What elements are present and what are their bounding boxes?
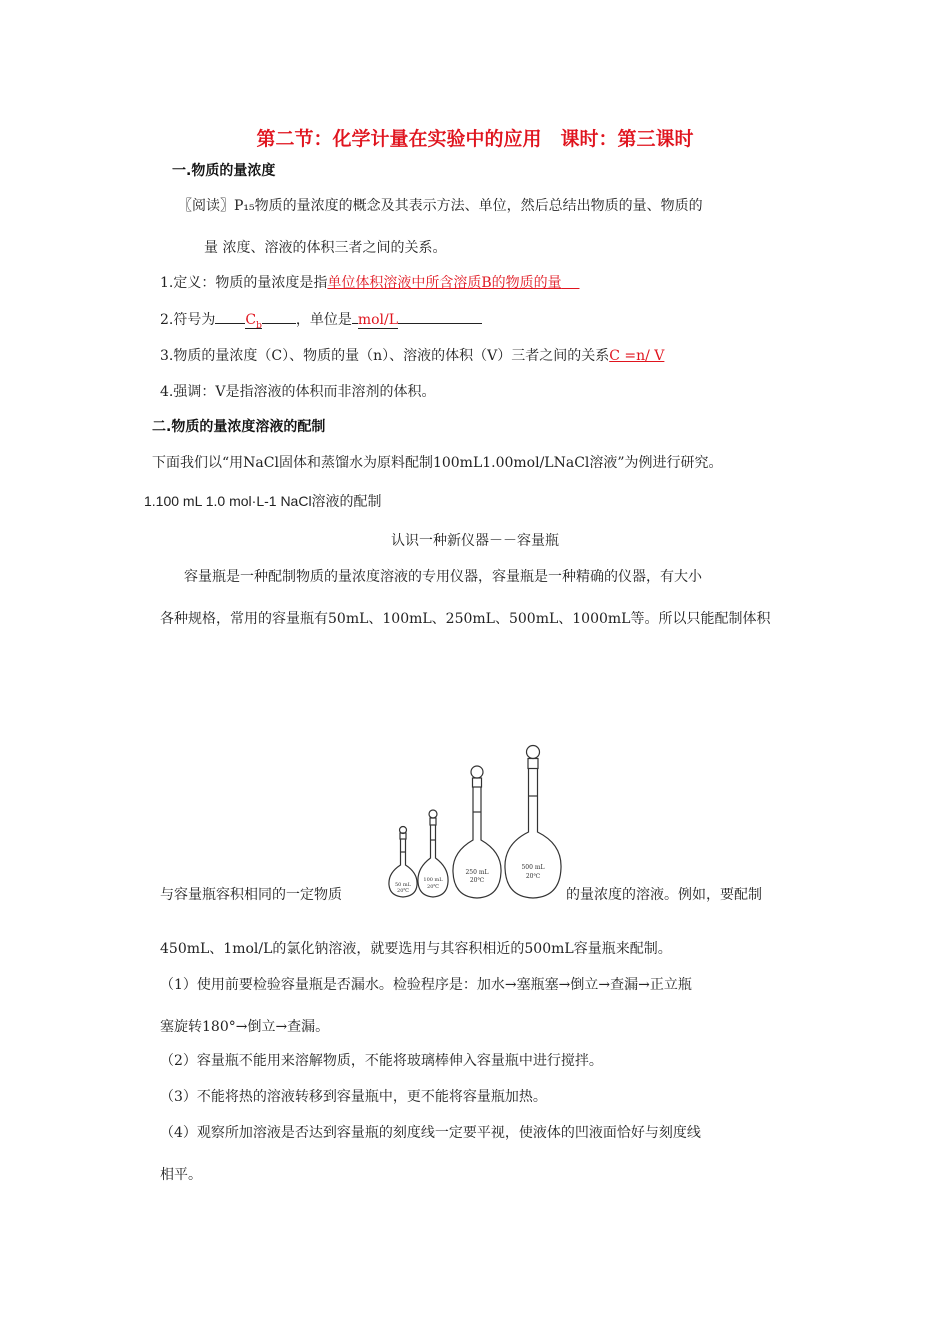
- note2: （2）容量瓶不能用来溶解物质，不能将玻璃棒伸入容量瓶中进行搅拌。: [160, 1053, 603, 1069]
- relation-label: 3.物质的量浓度（C）、物质的量（n）、溶液的体积（V）三者之间的关系: [160, 348, 610, 364]
- flask-50ml: [389, 827, 417, 898]
- note3: （3）不能将热的溶液转移到容量瓶中，更不能将容量瓶加热。: [160, 1089, 547, 1105]
- subsection1: 1.100 mL 1.0 mol·L-1 NaCl溶液的配制: [144, 493, 382, 509]
- center-heading: 认识一种新仪器－－容量瓶: [391, 533, 559, 549]
- svg-text:50 mL: 50 mL: [394, 882, 412, 888]
- reading-line1: 〖阅读〗P₁₅物质的量浓度的概念及其表示方法、单位，然后总结出物质的量、物质的: [178, 198, 703, 214]
- note4-line2: 相平。: [160, 1167, 202, 1183]
- page-title: 第二节：化学计量在实验中的应用 课时：第三课时: [256, 128, 694, 150]
- svg-text:500 mL: 500 mL: [521, 864, 545, 871]
- flask-500ml: [505, 746, 561, 899]
- section2-heading: 二.物质的量浓度溶液的配制: [152, 419, 326, 435]
- svg-text:20℃: 20℃: [427, 884, 439, 890]
- unit-label: ，单位是: [295, 312, 352, 328]
- note1-line2: 塞旋转180°→倒立→查漏。: [160, 1019, 330, 1035]
- note1-line1: （1）使用前要检验容量瓶是否漏水。检验程序是：加水→塞瓶塞→倒立→查漏→正立瓶: [160, 977, 692, 993]
- intro-line: 下面我们以“用NaCl固体和蒸馏水为原料配制100mL1.00mol/LNaCl溶液”为例进行研究。: [152, 455, 723, 471]
- relation-line: [160, 345, 664, 365]
- relation-answer: C =n/ V: [609, 348, 665, 364]
- paragraph-line3-left: 与容量瓶容积相同的一定物质: [160, 887, 342, 903]
- paragraph-line1: 容量瓶是一种配制物质的量浓度溶液的专用仪器，容量瓶是一种精确的仪器，有大小: [184, 569, 702, 585]
- svg-text:20℃: 20℃: [469, 877, 485, 884]
- symbol-line: [160, 309, 482, 331]
- note4-line1: （4）观察所加溶液是否达到容量瓶的刻度线一定要平视，使液体的凹液面恰好与刻度线: [160, 1125, 701, 1141]
- paragraph-line2: 各种规格，常用的容量瓶有50mL、100mL、250mL、500mL、1000mL等。所以只能配制体积: [160, 611, 771, 627]
- svg-text:20℃: 20℃: [397, 888, 409, 894]
- volumetric-flasks-image: [386, 740, 564, 902]
- emphasis-line: 4.强调：V是指溶液的体积而非溶剂的体积。: [160, 384, 436, 400]
- definition-line: [160, 272, 579, 292]
- symbol-answer: $C_b$: [245, 312, 262, 331]
- paragraph-line3-right: 的量浓度的溶液。例如，要配制: [566, 887, 762, 903]
- flask-250ml: [453, 766, 501, 898]
- definition-label: 1.定义：物质的量浓度是指: [160, 275, 328, 291]
- definition-answer: 单位体积溶液中所含溶质B的物质的量: [327, 275, 562, 291]
- svg-text:250 mL: 250 mL: [465, 869, 489, 876]
- flask-100ml: [418, 810, 448, 897]
- reading-line2: 量 浓度、溶液的体积三者之间的关系。: [204, 240, 447, 256]
- svg-text:20℃: 20℃: [525, 873, 541, 880]
- section1-heading: 一.物质的量浓度: [172, 163, 276, 179]
- unit-answer: mol/L: [357, 312, 399, 328]
- svg-text:100 mL: 100 mL: [423, 877, 443, 883]
- paragraph-line4: 450mL、1mol/L的氯化钠溶液，就要选用与其容积相近的500mL容量瓶来配制。: [160, 941, 672, 957]
- symbol-label: 2.符号为: [160, 312, 216, 328]
